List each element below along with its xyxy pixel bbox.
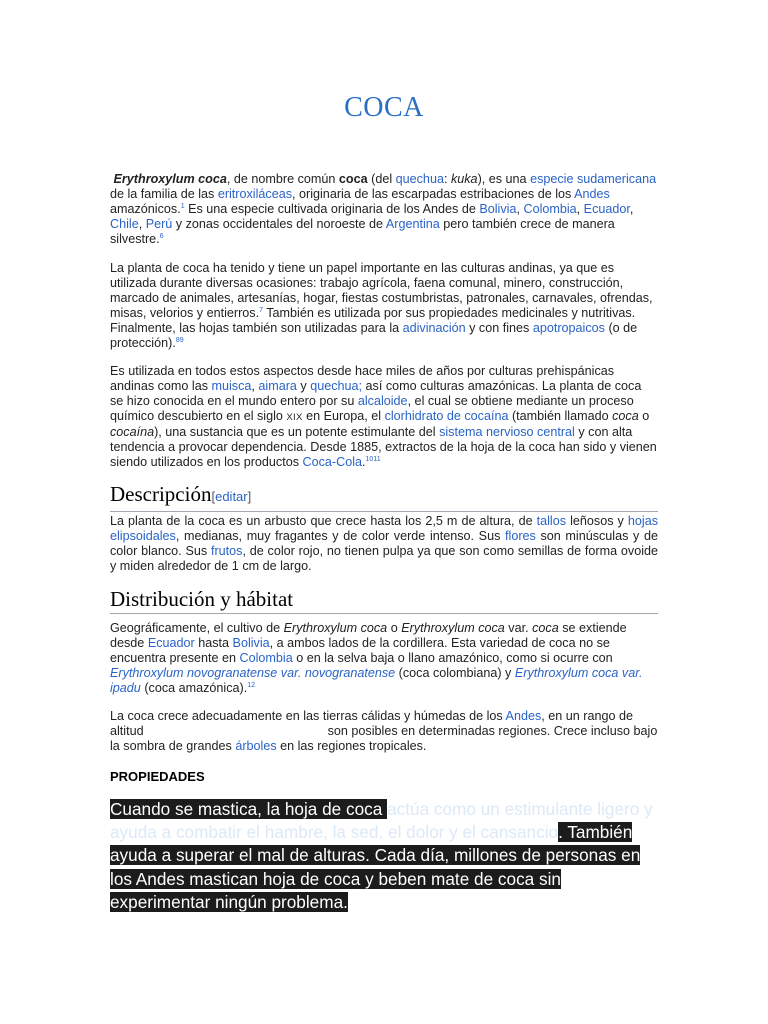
reference-1[interactable]: 1 xyxy=(180,203,185,210)
text: : xyxy=(443,172,451,186)
text: y xyxy=(296,379,311,393)
term-kuka: kuka xyxy=(450,172,478,186)
text: pero también crece de manera silvestre. xyxy=(110,217,615,246)
text: , a ambos lados de la cordillera. Esta variedad de coca no se encuentra presente en xyxy=(110,636,610,665)
link-bolivia[interactable]: Bolivia xyxy=(479,202,517,216)
description-paragraph xyxy=(110,514,658,574)
highlighted-text: Cuando se mastica, la hoja de coca xyxy=(110,799,388,819)
link-ecuador[interactable]: Ecuador xyxy=(583,202,630,216)
text: (del xyxy=(367,172,396,186)
text: , xyxy=(516,202,524,216)
link-frutos[interactable]: frutos xyxy=(210,544,243,558)
text: , en un rango de altitud xyxy=(110,709,633,738)
link-hojas[interactable]: hojas elipsoidales xyxy=(110,514,658,543)
reference-12[interactable]: 12 xyxy=(247,682,256,689)
section-heading-distribucion: Distribución y hábitat xyxy=(110,586,658,614)
text: ), es una xyxy=(477,172,531,186)
habitat-paragraph xyxy=(110,709,658,754)
species-name: Erythroxylum coca xyxy=(113,172,227,186)
text: , xyxy=(138,217,146,231)
bracket: [ xyxy=(211,489,216,504)
bracket: ] xyxy=(247,489,252,504)
text: También es utilizada por sus propiedades medicinales y nutritivas. Finalmente, las hojas también son utilizadas para la xyxy=(110,306,636,335)
text: ), una sustancia que es un potente estimulante del xyxy=(154,425,440,439)
text: son posibles en determinadas regiones. Crece incluso bajo la sombra de grandes xyxy=(110,724,658,753)
link-chile[interactable]: Chile xyxy=(110,217,139,231)
link-aimara[interactable]: aimara xyxy=(258,379,297,393)
heading-text: Descripción xyxy=(110,482,212,506)
text: Geográficamente, el cultivo de xyxy=(110,621,284,635)
reference-89[interactable]: 89 xyxy=(175,337,184,344)
italic-term: coca xyxy=(532,621,559,635)
text: , el cual se obtiene mediante un proceso químico descubierto en el siglo xyxy=(110,394,634,423)
link-eritroxilaceas[interactable]: eritroxiláceas xyxy=(217,187,293,201)
link-clorhidrato[interactable]: clorhidrato de cocaína xyxy=(384,409,509,423)
intro-paragraph xyxy=(110,172,658,247)
link-quechua-2[interactable]: quechua; xyxy=(310,379,363,393)
section-heading-descripcion xyxy=(110,481,658,512)
text: así como culturas amazónicas. La planta de coca se hizo conocida en el mundo entero por su xyxy=(110,379,642,408)
link-colombia-2[interactable]: Colombia xyxy=(239,651,293,665)
faded-text: actúa como un estimulante ligero y ayuda a combatir el hambre, la sed, el dolor y el cansancio xyxy=(110,799,653,843)
text: , de nombre común xyxy=(226,172,339,186)
link-quechua[interactable]: quechua xyxy=(395,172,444,186)
reference-7[interactable]: 7 xyxy=(259,307,263,314)
text: (coca colombiana) y xyxy=(395,666,515,680)
link-adivinacion[interactable]: adivinación xyxy=(402,321,466,335)
text: , medianas, muy fragantes y de color verde intenso. Sus xyxy=(175,529,506,543)
text: , originaria de las escarpadas estribaciones de los xyxy=(292,187,575,201)
text: (coca amazónica). xyxy=(140,681,248,695)
text: var. xyxy=(504,621,533,635)
link-sistema-nervioso[interactable]: sistema nervioso central xyxy=(439,425,575,439)
century-numeral: XIX xyxy=(286,412,303,423)
link-novogranatense[interactable]: Erythroxylum novogranatense var. novogranatense xyxy=(110,666,396,680)
text: , xyxy=(629,202,634,216)
text: , xyxy=(251,379,259,393)
text: La coca crece adecuadamente en las tierras cálidas y húmedas de los xyxy=(110,709,506,723)
link-flores[interactable]: flores xyxy=(505,529,536,543)
text: o xyxy=(638,409,650,423)
italic-term: cocaína xyxy=(110,425,155,439)
text: Es utilizada en todos estos aspectos desde hace miles de años por culturas prehispánicas andinas como las xyxy=(110,364,615,393)
italic-term: coca xyxy=(612,409,639,423)
link-ecuador-2[interactable]: Ecuador xyxy=(147,636,195,650)
properties-paragraph xyxy=(110,798,666,914)
text: (también llamado xyxy=(508,409,613,423)
text: , de color rojo, no tienen pulpa ya que son como semillas de forma ovoide y miden alrededor de 1 cm de largo. xyxy=(110,544,658,573)
link-apotropaicos[interactable]: apotropaicos xyxy=(532,321,605,335)
edit-section xyxy=(211,489,251,504)
link-arboles[interactable]: árboles xyxy=(235,739,277,753)
reference-1011[interactable]: 1011 xyxy=(365,456,381,463)
link-ipadu[interactable]: Erythroxylum coca var. ipadu xyxy=(110,666,643,695)
text: o xyxy=(387,621,402,635)
link-andes-2[interactable]: Andes xyxy=(505,709,542,723)
italic-term: Erythroxylum coca xyxy=(401,621,505,635)
distribution-paragraph xyxy=(110,621,658,696)
text: y con alta tendencia a provocar dependencia. Desde 1885, extractos de la hoja de la coca han sido y vienen siendo utilizados en los productos xyxy=(110,425,657,469)
link-muisca[interactable]: muisca xyxy=(211,379,252,393)
text: en Europa, el xyxy=(302,409,385,423)
text: . xyxy=(362,455,366,469)
text: Es una especie cultivada originaria de los Andes de xyxy=(184,202,480,216)
text: son minúsculas y de color blanco. Sus xyxy=(110,529,658,558)
italic-term: Erythroxylum coca xyxy=(283,621,388,635)
text: leñosos y xyxy=(566,514,628,528)
link-argentina[interactable]: Argentina xyxy=(385,217,440,231)
bold-term: coca xyxy=(338,172,368,186)
link-alcaloide[interactable]: alcaloide xyxy=(357,394,408,408)
text: La planta de coca ha tenido y tiene un papel importante en las culturas andinas, ya que es utilizada durante diversas ocasiones: trabajo agrícola, faena comunal, minero, construcción, marcado de animales, artesanías, hogar, fiestas costumbristas, patronales, carnavales, ofrendas, misas, velorios y entierros. xyxy=(110,261,653,320)
link-especie[interactable]: especie xyxy=(530,172,574,186)
text: , xyxy=(576,202,584,216)
text: en las regiones tropicales. xyxy=(276,739,427,753)
link-sudamericana[interactable]: sudamericana xyxy=(577,172,657,186)
history-paragraph xyxy=(110,364,658,470)
reference-6[interactable]: 6 xyxy=(159,233,164,240)
text: amazónicos. xyxy=(110,202,181,216)
text: hasta xyxy=(194,636,233,650)
text: La planta de la coca es un arbusto que crece hasta los 2,5 m de altura, de xyxy=(110,514,537,528)
highlighted-text: . También ayuda a superar el mal de alturas. Cada día, millones de personas en los Andes mastican hoja de coca y beben mate de coca sin experimentar ningún problema. xyxy=(110,822,641,912)
uses-paragraph xyxy=(110,261,658,351)
link-colombia[interactable]: Colombia xyxy=(523,202,577,216)
text: (o de protección). xyxy=(110,321,638,350)
link-tallos[interactable]: tallos xyxy=(536,514,567,528)
text: o en la selva baja o llano amazónico, como si ocurre con xyxy=(292,651,613,665)
text: se extiende desde xyxy=(110,621,627,650)
link-andes[interactable]: Andes xyxy=(574,187,610,201)
link-peru[interactable]: Perú xyxy=(145,217,173,231)
text: y con fines xyxy=(465,321,533,335)
page-title: COCA xyxy=(344,92,424,123)
edit-link[interactable]: editar xyxy=(215,489,248,504)
link-bolivia-2[interactable]: Bolivia xyxy=(232,636,270,650)
text: y zonas occidentales del noroeste de xyxy=(172,217,386,231)
properties-heading: PROPIEDADES xyxy=(110,769,205,784)
text: de la familia de las xyxy=(110,187,218,201)
link-coca-cola[interactable]: Coca-Cola xyxy=(302,455,363,469)
